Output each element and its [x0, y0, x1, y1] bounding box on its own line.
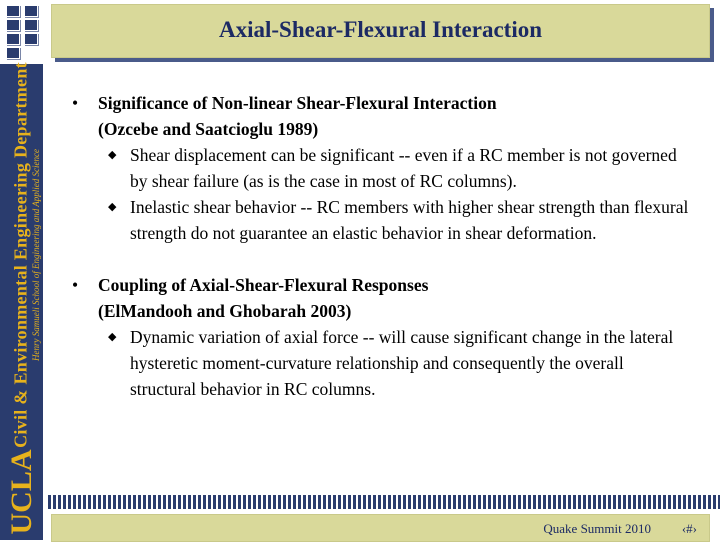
sub-bullet-text: Shear displacement can be significant -- even if a RC member is not governed by shear failure (as is the case in most of RC columns).: [130, 145, 677, 191]
square-decoration: [6, 5, 20, 17]
section: [72, 90, 692, 246]
bullet-item: [72, 90, 692, 116]
page-number: ‹#›: [681, 521, 697, 536]
school-label: Henry Samueli School of Engineering and Applied Science: [31, 148, 41, 362]
diamond-bullet-icon: ◆: [108, 331, 117, 343]
bullet-item: [72, 272, 692, 298]
corner-squares-decoration: [4, 3, 42, 61]
footer-text: Quake Summit 2010: [543, 521, 651, 536]
square-decoration: [24, 19, 38, 31]
footer-stripes-decoration: [48, 495, 720, 509]
sub-bullet-item: [72, 142, 692, 194]
section: [72, 272, 692, 402]
section-heading: Coupling of Axial-Shear-Flexural Responses: [98, 275, 429, 295]
citation: (Ozcebe and Saatcioglu 1989): [98, 119, 319, 139]
slide-title: Axial-Shear-Flexural Interaction: [218, 17, 542, 42]
footer-bar: [51, 514, 710, 542]
title-bar: [51, 4, 710, 58]
citation: (ElMandooh and Ghobarah 2003): [98, 301, 352, 321]
sub-bullet-text: Inelastic shear behavior -- RC members with higher shear strength than flexural strength do not guarantee an elastic behavior in shear deformation.: [130, 197, 689, 243]
slide-content: [72, 90, 692, 428]
sub-bullet-item: [72, 194, 692, 246]
square-decoration: [24, 33, 38, 45]
sub-bullet-text: Dynamic variation of axial force -- will cause significant change in the lateral hysteretic moment-curvature relationship and consequently the overall structural behavior in RC columns.: [130, 327, 674, 399]
square-decoration: [24, 5, 38, 17]
square-decoration: [6, 33, 20, 45]
diamond-bullet-icon: ◆: [108, 149, 117, 161]
department-label: Civil & Environmental Engineering Department: [10, 62, 31, 448]
sub-bullet-item: [72, 324, 692, 402]
bullet-dot-icon: •: [72, 275, 79, 295]
diamond-bullet-icon: ◆: [108, 201, 117, 213]
university-logo: UCLA: [5, 449, 38, 535]
section-heading: Significance of Non-linear Shear-Flexural Interaction: [98, 93, 497, 113]
sidebar-text: [0, 62, 43, 448]
square-decoration: [6, 47, 20, 59]
bullet-dot-icon: •: [72, 93, 79, 113]
square-decoration: [6, 19, 20, 31]
